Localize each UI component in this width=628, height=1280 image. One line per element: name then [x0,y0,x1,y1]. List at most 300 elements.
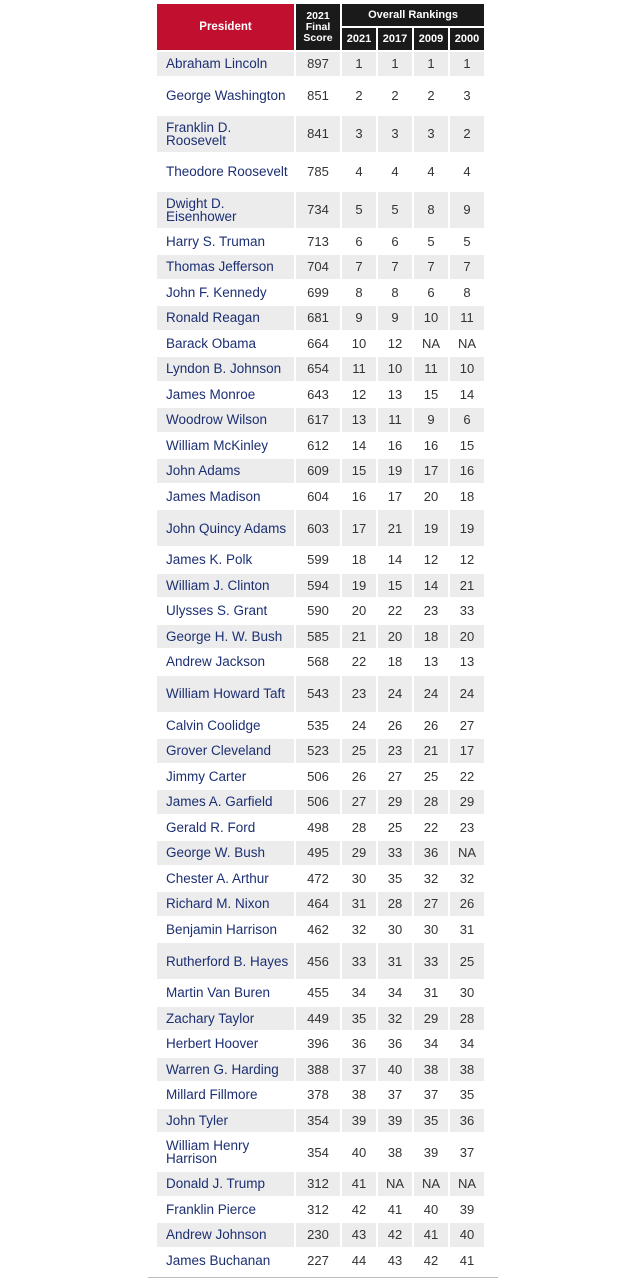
rank-2021: 10 [342,332,376,356]
final-score-column-header: 2021 Final Score [296,4,340,50]
rank-2009: 40 [414,1198,448,1222]
rank-2021: 24 [342,714,376,738]
rank-2009: 28 [414,790,448,814]
president-name[interactable]: Millard Fillmore [157,1083,294,1107]
rank-2021: 36 [342,1032,376,1056]
rank-2000: 4 [450,154,484,190]
president-name[interactable]: George W. Bush [157,841,294,865]
rank-2000: 25 [450,943,484,979]
table-row [157,548,484,572]
table-row [157,332,484,356]
rank-2009: 16 [414,434,448,458]
rank-2017: 16 [378,434,412,458]
president-name[interactable]: John F. Kennedy [157,281,294,305]
year-header-2000: 2000 [450,28,484,50]
final-score: 455 [296,981,340,1005]
rank-2017: 21 [378,510,412,546]
rank-2017: 2 [378,78,412,114]
president-name[interactable]: Calvin Coolidge [157,714,294,738]
final-score: 851 [296,78,340,114]
rank-2009: 13 [414,650,448,674]
rank-2017: 15 [378,574,412,598]
rank-2017: 5 [378,192,412,228]
president-name[interactable]: Barack Obama [157,332,294,356]
rank-2009: 24 [414,676,448,712]
final-score: 535 [296,714,340,738]
rankings-table-container [157,2,488,1274]
final-score: 585 [296,625,340,649]
president-name[interactable]: Donald J. Trump [157,1172,294,1196]
table-row [157,739,484,763]
president-name[interactable]: William Howard Taft [157,676,294,712]
final-score: 594 [296,574,340,598]
president-name[interactable]: Abraham Lincoln [157,52,294,76]
table-row [157,1083,484,1107]
rank-2017: NA [378,1172,412,1196]
final-score: 354 [296,1109,340,1133]
rank-2009: 17 [414,459,448,483]
final-score: 230 [296,1223,340,1247]
rank-2021: 7 [342,255,376,279]
final-score: 227 [296,1249,340,1273]
final-score: 472 [296,867,340,891]
rank-2000: 10 [450,357,484,381]
final-score: 498 [296,816,340,840]
table-row [157,357,484,381]
rank-2017: 41 [378,1198,412,1222]
rank-2017: 18 [378,650,412,674]
final-score: 495 [296,841,340,865]
table-row [157,52,484,76]
final-score: 449 [296,1007,340,1031]
rank-2009: 35 [414,1109,448,1133]
rank-2000: 28 [450,1007,484,1031]
rank-2000: 9 [450,192,484,228]
rank-2017: 39 [378,1109,412,1133]
rank-2009: 14 [414,574,448,598]
rank-2000: 14 [450,383,484,407]
table-row [157,485,484,509]
rank-2009: 7 [414,255,448,279]
final-score: 543 [296,676,340,712]
rank-2021: 41 [342,1172,376,1196]
rank-2021: 44 [342,1249,376,1273]
rank-2021: 25 [342,739,376,763]
rank-2017: 7 [378,255,412,279]
table-row [157,1058,484,1082]
rank-2021: 4 [342,154,376,190]
rank-2009: 3 [414,116,448,152]
rank-2021: 12 [342,383,376,407]
rank-2000: 8 [450,281,484,305]
president-name[interactable]: Andrew Johnson [157,1223,294,1247]
rank-2021: 23 [342,676,376,712]
rank-2017: 24 [378,676,412,712]
rank-2017: 10 [378,357,412,381]
rank-2021: 20 [342,599,376,623]
rank-2000: 30 [450,981,484,1005]
year-header-2017: 2017 [378,28,412,50]
rank-2017: 35 [378,867,412,891]
president-name[interactable]: Grover Cleveland [157,739,294,763]
rank-2017: 36 [378,1032,412,1056]
final-score: 643 [296,383,340,407]
final-score: 388 [296,1058,340,1082]
rank-2000: NA [450,1172,484,1196]
president-name[interactable]: Herbert Hoover [157,1032,294,1056]
table-row [157,790,484,814]
rank-2021: 37 [342,1058,376,1082]
president-name[interactable]: Lyndon B. Johnson [157,357,294,381]
rank-2009: 41 [414,1223,448,1247]
president-name[interactable]: John Adams [157,459,294,483]
rank-2017: 25 [378,816,412,840]
table-row [157,714,484,738]
president-name[interactable]: Martin Van Buren [157,981,294,1005]
president-name[interactable]: Benjamin Harrison [157,918,294,942]
rank-2009: 10 [414,306,448,330]
rank-2021: 39 [342,1109,376,1133]
rank-2017: 37 [378,1083,412,1107]
president-name[interactable]: George Washington [157,78,294,114]
table-row [157,434,484,458]
final-score: 713 [296,230,340,254]
president-name[interactable]: Gerald R. Ford [157,816,294,840]
rank-2009: 21 [414,739,448,763]
rank-2009: 12 [414,548,448,572]
rank-2000: 21 [450,574,484,598]
rank-2021: 18 [342,548,376,572]
rank-2017: 40 [378,1058,412,1082]
president-name[interactable]: Andrew Jackson [157,650,294,674]
table-row [157,383,484,407]
rank-2017: 29 [378,790,412,814]
bottom-divider [148,1277,498,1278]
final-score: 604 [296,485,340,509]
table-row [157,1249,484,1273]
rank-2000: 32 [450,867,484,891]
rank-2000: 33 [450,599,484,623]
final-score: 568 [296,650,340,674]
rank-2000: 35 [450,1083,484,1107]
president-name[interactable]: Ronald Reagan [157,306,294,330]
rank-2000: 13 [450,650,484,674]
rank-2009: 38 [414,1058,448,1082]
rank-2000: 16 [450,459,484,483]
rank-2009: 2 [414,78,448,114]
rank-2009: 15 [414,383,448,407]
rank-2017: 32 [378,1007,412,1031]
rank-2017: 9 [378,306,412,330]
table-row [157,306,484,330]
table-header [157,4,484,50]
table-row [157,154,484,190]
rank-2009: NA [414,332,448,356]
rank-2021: 9 [342,306,376,330]
rank-2009: 18 [414,625,448,649]
final-score: 841 [296,116,340,152]
rank-2017: 20 [378,625,412,649]
president-name[interactable]: Franklin Pierce [157,1198,294,1222]
final-score: 462 [296,918,340,942]
rank-2021: 29 [342,841,376,865]
rank-2021: 17 [342,510,376,546]
rank-2009: 37 [414,1083,448,1107]
rank-2009: 33 [414,943,448,979]
rank-2021: 8 [342,281,376,305]
rank-2017: 27 [378,765,412,789]
rank-2017: 12 [378,332,412,356]
final-score: 612 [296,434,340,458]
final-score: 590 [296,599,340,623]
rank-2017: 14 [378,548,412,572]
rankings-table [155,2,486,1274]
rank-2017: 28 [378,892,412,916]
rank-2021: 42 [342,1198,376,1222]
rank-2000: 5 [450,230,484,254]
rank-2009: 8 [414,192,448,228]
rank-2021: 40 [342,1134,376,1170]
rank-2000: 37 [450,1134,484,1170]
rank-2021: 30 [342,867,376,891]
table-row [157,981,484,1005]
final-score: 609 [296,459,340,483]
president-name[interactable]: Chester A. Arthur [157,867,294,891]
table-row [157,765,484,789]
rank-2021: 22 [342,650,376,674]
president-name[interactable]: Zachary Taylor [157,1007,294,1031]
table-row [157,1198,484,1222]
final-score: 464 [296,892,340,916]
rank-2021: 31 [342,892,376,916]
final-score: 654 [296,357,340,381]
president-column-header: President [157,4,294,50]
rank-2000: 17 [450,739,484,763]
president-name[interactable]: Ulysses S. Grant [157,599,294,623]
table-row [157,255,484,279]
rank-2021: 34 [342,981,376,1005]
president-name[interactable]: Warren G. Harding [157,1058,294,1082]
table-row [157,1109,484,1133]
table-row [157,230,484,254]
table-row [157,650,484,674]
table-row [157,841,484,865]
president-name[interactable]: William McKinley [157,434,294,458]
final-score: 699 [296,281,340,305]
rank-2000: 29 [450,790,484,814]
rank-2000: 40 [450,1223,484,1247]
rank-2009: 29 [414,1007,448,1031]
president-name[interactable]: Harry S. Truman [157,230,294,254]
rank-2017: 22 [378,599,412,623]
rank-2009: 11 [414,357,448,381]
rank-2009: 25 [414,765,448,789]
president-name[interactable]: Theodore Roosevelt [157,154,294,190]
year-header-2009: 2009 [414,28,448,50]
rank-2000: 23 [450,816,484,840]
table-row [157,510,484,546]
rank-2017: 1 [378,52,412,76]
rank-2000: 7 [450,255,484,279]
rank-2000: 20 [450,625,484,649]
president-name[interactable]: Dwight D. Eisenhower [157,192,294,228]
rank-2009: 19 [414,510,448,546]
president-name[interactable]: James Buchanan [157,1249,294,1273]
rank-2017: 42 [378,1223,412,1247]
rank-2021: 27 [342,790,376,814]
final-score: 506 [296,765,340,789]
rank-2009: 39 [414,1134,448,1170]
table-row [157,192,484,228]
rank-2009: 27 [414,892,448,916]
table-row [157,1032,484,1056]
rank-2009: 36 [414,841,448,865]
rank-2000: 15 [450,434,484,458]
final-score: 734 [296,192,340,228]
rank-2000: 6 [450,408,484,432]
rank-2009: NA [414,1172,448,1196]
rank-2000: 39 [450,1198,484,1222]
table-row [157,867,484,891]
final-score: 378 [296,1083,340,1107]
rank-2017: 33 [378,841,412,865]
rank-2017: 17 [378,485,412,509]
rank-2000: NA [450,332,484,356]
rank-2021: 33 [342,943,376,979]
final-score: 897 [296,52,340,76]
rank-2009: 42 [414,1249,448,1273]
final-score: 785 [296,154,340,190]
rank-2000: 24 [450,676,484,712]
president-name[interactable]: Franklin D. Roosevelt [157,116,294,152]
rank-2017: 26 [378,714,412,738]
final-score: 396 [296,1032,340,1056]
president-name[interactable]: Richard M. Nixon [157,892,294,916]
rank-2009: 22 [414,816,448,840]
final-score: 312 [296,1172,340,1196]
president-name[interactable]: John Quincy Adams [157,510,294,546]
table-row [157,1172,484,1196]
table-row [157,78,484,114]
table-row [157,116,484,152]
rank-2021: 32 [342,918,376,942]
rank-2021: 38 [342,1083,376,1107]
rank-2009: 23 [414,599,448,623]
rank-2009: 5 [414,230,448,254]
president-name[interactable]: James Madison [157,485,294,509]
rank-2009: 31 [414,981,448,1005]
table-row [157,459,484,483]
rank-2009: 34 [414,1032,448,1056]
table-row [157,676,484,712]
president-name[interactable]: Rutherford B. Hayes [157,943,294,979]
rank-2000: 34 [450,1032,484,1056]
president-name[interactable]: George H. W. Bush [157,625,294,649]
table-row [157,1223,484,1247]
rank-2000: 2 [450,116,484,152]
overall-rankings-header: Overall Rankings [342,4,484,26]
rank-2021: 28 [342,816,376,840]
rank-2017: 4 [378,154,412,190]
rank-2021: 16 [342,485,376,509]
rank-2021: 5 [342,192,376,228]
table-body [157,52,484,1272]
rank-2009: 20 [414,485,448,509]
rank-2000: NA [450,841,484,865]
president-name[interactable]: William J. Clinton [157,574,294,598]
table-row [157,892,484,916]
final-score: 599 [296,548,340,572]
rank-2017: 30 [378,918,412,942]
president-name[interactable]: Jimmy Carter [157,765,294,789]
final-score: 617 [296,408,340,432]
rank-2021: 21 [342,625,376,649]
president-name[interactable]: Woodrow Wilson [157,408,294,432]
rank-2021: 6 [342,230,376,254]
rank-2017: 31 [378,943,412,979]
president-name[interactable]: James K. Polk [157,548,294,572]
final-score: 603 [296,510,340,546]
rank-2017: 13 [378,383,412,407]
rank-2009: 30 [414,918,448,942]
table-row [157,574,484,598]
rank-2000: 27 [450,714,484,738]
rank-2000: 1 [450,52,484,76]
president-name[interactable]: John Tyler [157,1109,294,1133]
rank-2021: 13 [342,408,376,432]
president-name[interactable]: James A. Garfield [157,790,294,814]
rank-2017: 38 [378,1134,412,1170]
rank-2000: 18 [450,485,484,509]
president-name[interactable]: James Monroe [157,383,294,407]
final-score: 704 [296,255,340,279]
final-score: 354 [296,1134,340,1170]
rank-2017: 23 [378,739,412,763]
rank-2017: 19 [378,459,412,483]
rank-2021: 1 [342,52,376,76]
final-score: 506 [296,790,340,814]
rank-2017: 6 [378,230,412,254]
rank-2009: 9 [414,408,448,432]
table-row [157,281,484,305]
rank-2000: 11 [450,306,484,330]
rank-2000: 22 [450,765,484,789]
table-row [157,625,484,649]
table-row [157,1134,484,1170]
rank-2009: 26 [414,714,448,738]
rank-2021: 11 [342,357,376,381]
rank-2009: 32 [414,867,448,891]
rank-2000: 26 [450,892,484,916]
final-score: 681 [296,306,340,330]
rank-2021: 15 [342,459,376,483]
rank-2017: 43 [378,1249,412,1273]
rank-2017: 11 [378,408,412,432]
table-row [157,816,484,840]
rank-2000: 38 [450,1058,484,1082]
rank-2021: 43 [342,1223,376,1247]
rank-2021: 19 [342,574,376,598]
final-score: 664 [296,332,340,356]
rank-2000: 3 [450,78,484,114]
president-name[interactable]: William Henry Harrison [157,1134,294,1170]
rank-2021: 3 [342,116,376,152]
president-name[interactable]: Thomas Jefferson [157,255,294,279]
final-score: 523 [296,739,340,763]
year-header-2021: 2021 [342,28,376,50]
rank-2021: 2 [342,78,376,114]
final-score: 312 [296,1198,340,1222]
